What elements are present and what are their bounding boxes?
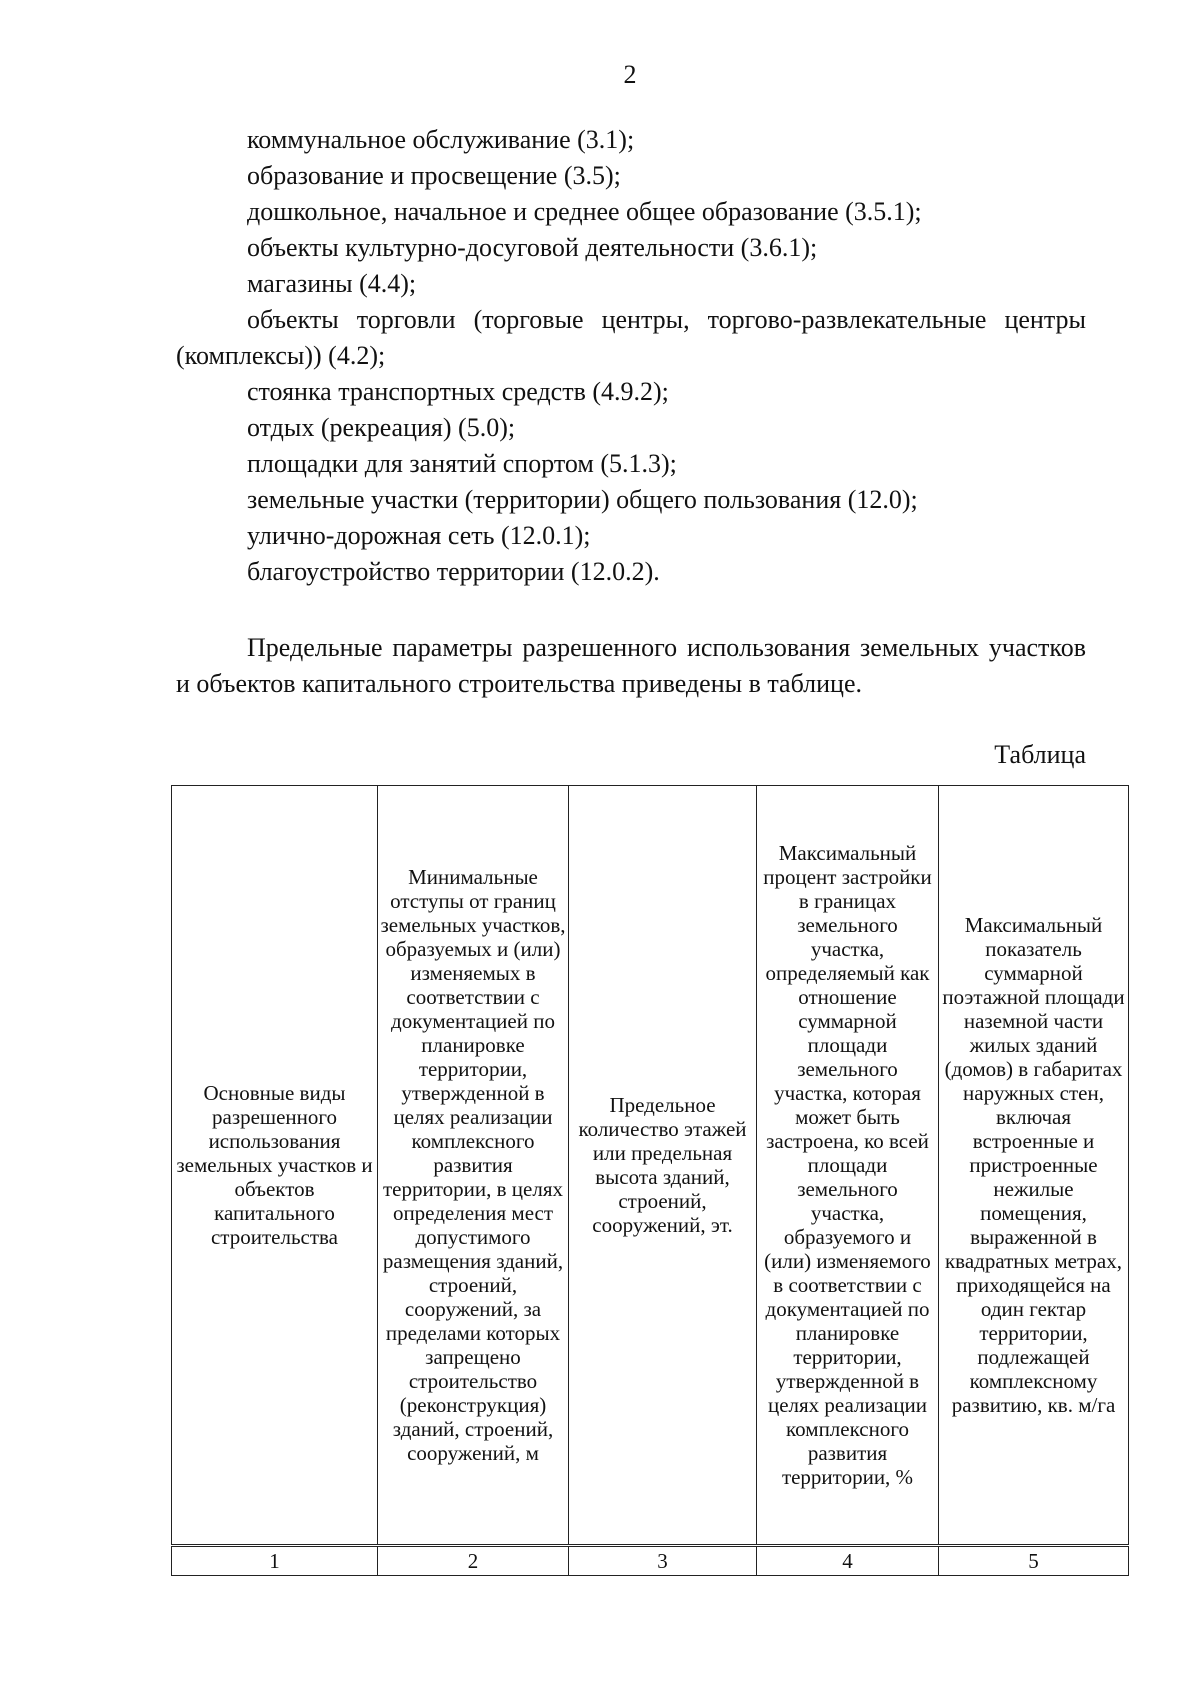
list-item: коммунальное обслуживание (3.1); bbox=[247, 125, 635, 154]
permitted-uses-list bbox=[176, 122, 1086, 590]
column-number: 1 bbox=[172, 1546, 378, 1576]
page-number: 2 bbox=[623, 60, 637, 89]
list-item: земельные участки (территории) общего пользования (12.0); bbox=[247, 485, 918, 514]
column-header: Максимальный процент застройки в границах земельного участка, определяемый как отношение суммарной площади земельного участка, которая может быть застроена, ко всей площади земельного участка, образуемого и (или) изменяемого в соответствии с документацией по планировке территории, утвержденной в целях реализации комплексного развития территории, % bbox=[757, 786, 939, 1546]
column-number: 5 bbox=[939, 1546, 1129, 1576]
column-header: Максимальный показатель суммарной поэтажной площади наземной части жилых зданий (домов) в габаритах наружных стен, включая встроенные и пристроенные нежилые помещения, выраженной в квадратных метрах, приходящейся на один гектар территории, подлежащей комплексному развитию, кв. м/га bbox=[939, 786, 1129, 1546]
table-caption: Таблица bbox=[994, 740, 1086, 769]
table-header-row bbox=[172, 786, 1129, 1546]
column-header: Основные виды разрешенного использования земельных участков и объектов капитального строительства bbox=[172, 786, 378, 1546]
parameters-table bbox=[171, 785, 1129, 1576]
list-item: дошкольное, начальное и среднее общее образование (3.5.1); bbox=[247, 197, 922, 226]
column-number-row bbox=[172, 1546, 1129, 1576]
list-item: благоустройство территории (12.0.2). bbox=[247, 557, 660, 586]
list-item: стоянка транспортных средств (4.9.2); bbox=[247, 377, 669, 406]
table-intro-paragraph: Предельные параметры разрешенного использования земельных участков и объектов капитального строительства приведены в таблице. bbox=[176, 633, 1086, 698]
column-number: 4 bbox=[757, 1546, 939, 1576]
column-header: Предельное количество этажей или предельная высота зданий, строений, сооружений, эт. bbox=[569, 786, 757, 1546]
list-item: улично-дорожная сеть (12.0.1); bbox=[247, 521, 591, 550]
list-item: образование и просвещение (3.5); bbox=[247, 161, 621, 190]
list-item: площадки для занятий спортом (5.1.3); bbox=[247, 449, 677, 478]
list-item: объекты культурно-досуговой деятельности (3.6.1); bbox=[247, 233, 818, 262]
column-header: Минимальные отступы от границ земельных участков, образуемых и (или) изменяемых в соответствии с документацией по планировке территории, утвержденной в целях реализации комплексного развития территории, в целях определения мест допустимого размещения зданий, строений, сооружений, за пределами которых запрещено строительство (реконструкция) зданий, строений, сооружений, м bbox=[378, 786, 569, 1546]
list-item: магазины (4.4); bbox=[247, 269, 417, 298]
column-number: 2 bbox=[378, 1546, 569, 1576]
column-number: 3 bbox=[569, 1546, 757, 1576]
list-item: отдых (рекреация) (5.0); bbox=[247, 413, 516, 442]
list-item: объекты торговли (торговые центры, торгово-развлекательные центры (комплексы)) (4.2); bbox=[176, 305, 1086, 370]
